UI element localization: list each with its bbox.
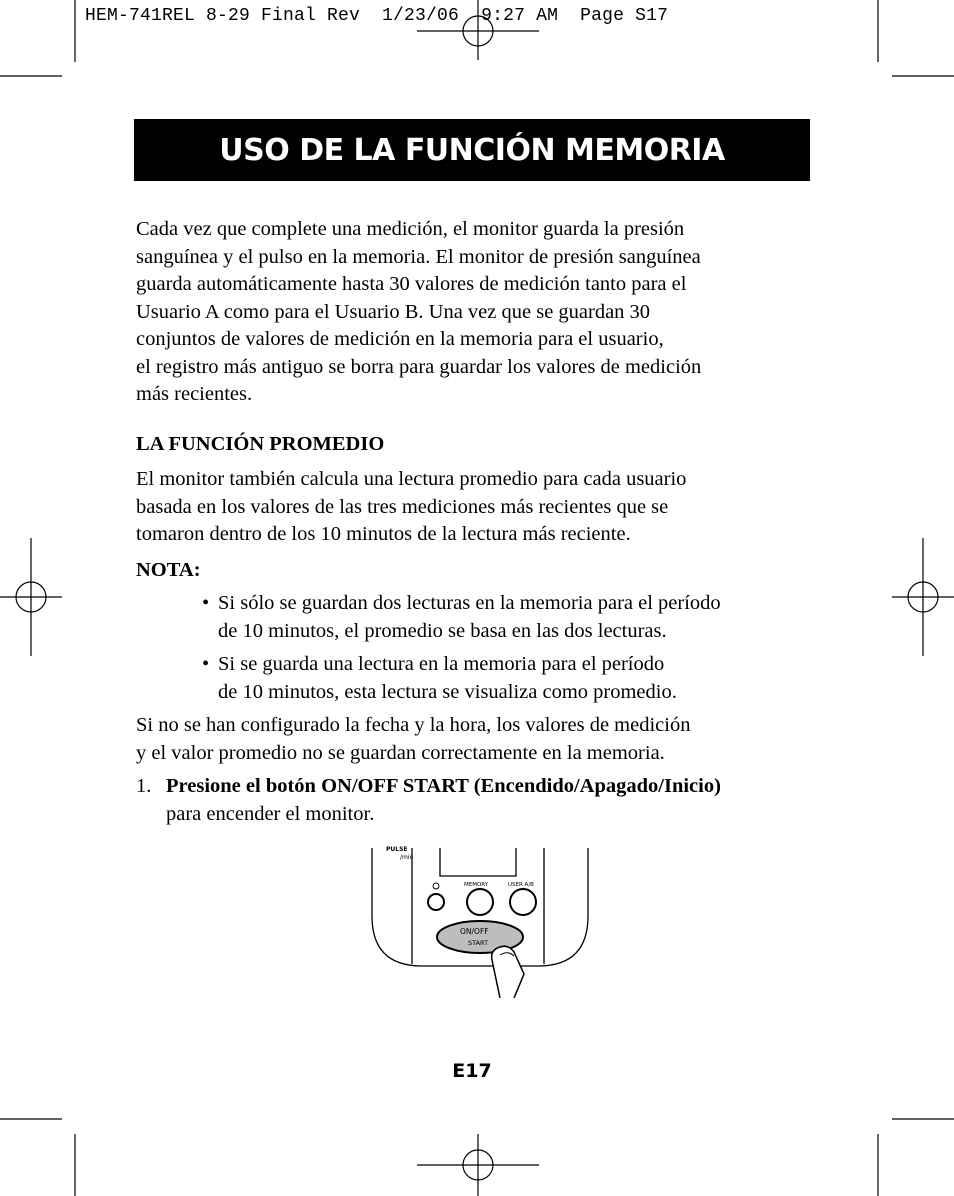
text-line: más recientes. (136, 383, 253, 405)
print-slug: HEM-741REL 8-29 Final Rev 1/23/06 9:27 AM Page S17 (85, 6, 669, 26)
text-line: sanguínea y el pulso en la memoria. El monitor de presión sanguínea (136, 245, 701, 268)
memory-label: MEMORY (464, 882, 489, 888)
per-min-label: /min (400, 854, 414, 861)
text-line: de 10 minutos, esta lectura se visualiza como promedio. (218, 680, 677, 703)
step-instruction: Presione el botón ON/OFF START (Encendido/Apagado/Inicio) (166, 775, 721, 797)
step-detail: para encender el monitor. (166, 802, 375, 825)
intro-paragraph (136, 216, 816, 409)
text-line: el registro más antiguo se borra para guardar los valores de medición (136, 355, 702, 378)
page-content (136, 216, 816, 828)
page-title: USO DE LA FUNCIÓN MEMORIA (219, 132, 725, 168)
note-label: NOTA: (136, 558, 201, 581)
text-line: guarda automáticamente hasta 30 valores de medición tanto para el (136, 273, 687, 295)
step-1 (136, 773, 816, 828)
text-line: Si sólo se guardan dos lecturas en la memoria para el período (218, 592, 721, 614)
user-button (510, 889, 536, 915)
note-bullet (202, 590, 816, 645)
text-line: El monitor también calcula una lectura promedio para cada usuario (136, 468, 687, 490)
text-line: Cada vez que complete una medición, el monitor guarda la presión (136, 218, 685, 240)
text-line: basada en los valores de las tres mediciones más recientes que se (136, 495, 669, 518)
title-bar (134, 119, 810, 181)
note-bullet (202, 651, 816, 706)
monitor-illustration (368, 846, 592, 1002)
text-line: Si no se han configurado la fecha y la hora, los valores de medición (136, 714, 691, 736)
start-label: START (468, 939, 489, 947)
bullet-symbol: • (202, 592, 210, 614)
average-paragraph (136, 466, 816, 549)
text-line: Si se guarda una lectura en la memoria para el período (218, 653, 665, 675)
page-number: E17 (452, 1060, 492, 1082)
user-label: USER A/B (508, 882, 534, 888)
memory-button (467, 889, 493, 915)
step-number: 1. (136, 775, 152, 797)
timer-button (428, 894, 444, 910)
text-line: de 10 minutos, el promedio se basa en las dos lecturas. (218, 619, 667, 642)
clock-icon (433, 883, 439, 889)
text-line: Usuario A como para el Usuario B. Una vez que se guardan 30 (136, 300, 651, 323)
text-line: y el valor promedio no se guardan correctamente en la memoria. (136, 741, 665, 764)
section-heading: LA FUNCIÓN PROMEDIO (136, 432, 385, 455)
text-line: conjuntos de valores de medición en la memoria para el usuario, (136, 328, 664, 350)
finger-illustration (492, 946, 524, 998)
config-paragraph (136, 712, 816, 767)
bullet-symbol: • (202, 653, 210, 675)
on-off-label: ON/OFF (460, 927, 489, 936)
pulse-label: PULSE (386, 846, 408, 853)
text-line: tomaron dentro de los 10 minutos de la lectura más reciente. (136, 523, 631, 545)
